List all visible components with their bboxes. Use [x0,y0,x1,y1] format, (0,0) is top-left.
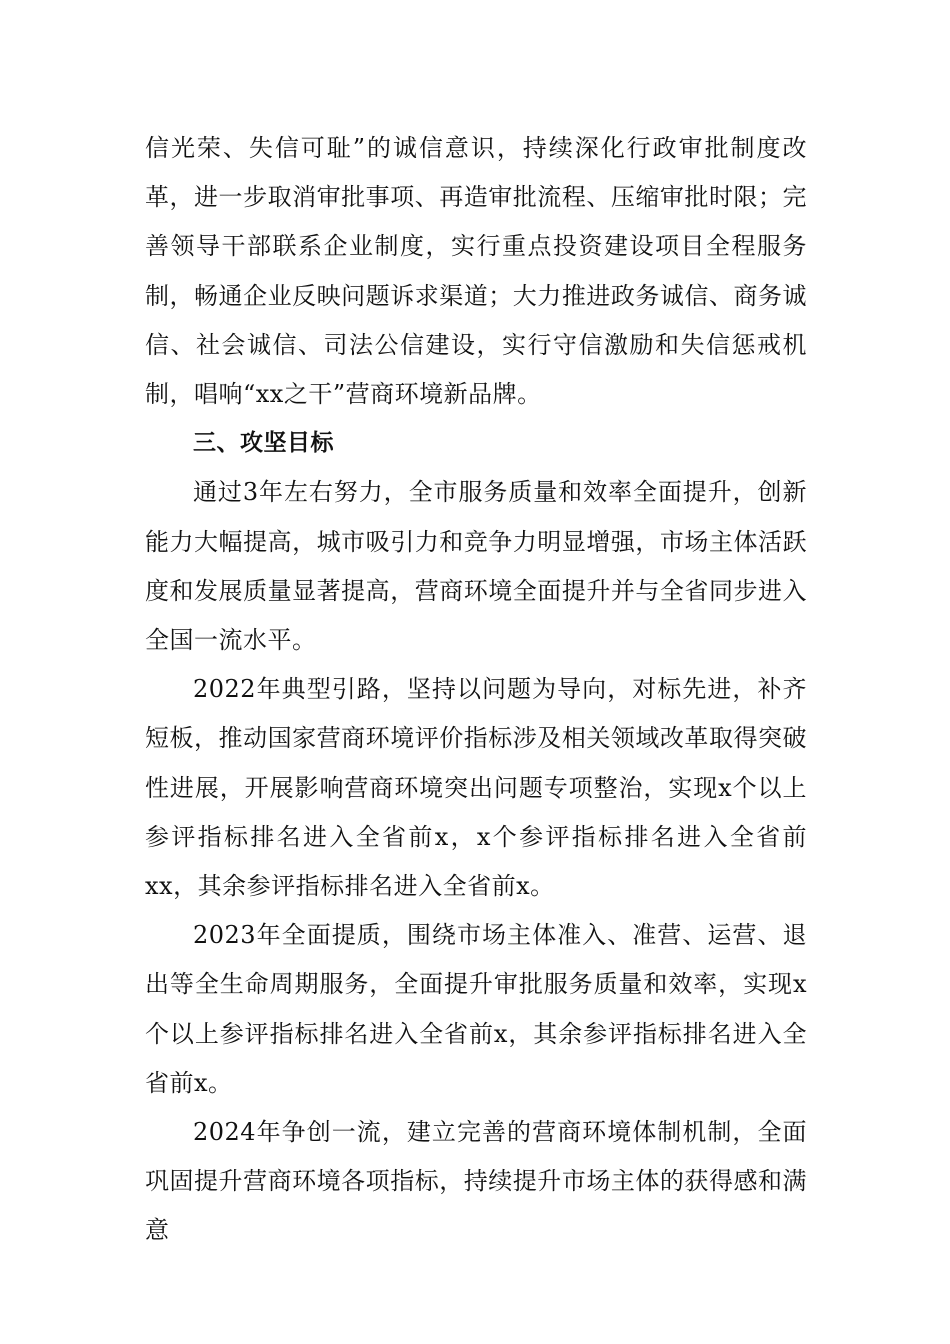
document-body [145,124,807,1256]
paragraph-2023: 2023年全面提质，围绕市场主体准入、准营、运营、退出等全生命周期服务，全面提升审批服务质量和效率，实现x个以上参评指标排名进入全省前x，其余参评指标排名进入全省前x。 [145,921,807,1097]
section-heading: 三、攻坚目标 [193,430,334,457]
paragraph-continued: 信光荣、失信可耻”的诚信意识，持续深化行政审批制度改革，进一步取消审批事项、再造审批流程、压缩审批时限；完善领导干部联系企业制度，实行重点投资建设项目全程服务制，畅通企业反映问题诉求渠道；大力推进政务诚信、商务诚信、社会诚信、司法公信建设，实行守信激励和失信惩戒机制，唱响“xx之干”营商环境新品牌。 [145,134,807,409]
paragraph-goal-overview: 通过3年左右努力，全市服务质量和效率全面提升，创新能力大幅提高，城市吸引力和竞争力明显增强，市场主体活跃度和发展质量显著提高，营商环境全面提升并与全省同步进入全国一流水平。 [145,478,807,655]
paragraph-2022: 2022年典型引路，坚持以问题为导向，对标先进，补齐短板，推动国家营商环境评价指标涉及相关领域改革取得突破性进展，开展影响营商环境突出问题专项整治，实现x个以上参评指标排名进入全省前x，x个参评指标排名进入全省前xx，其余参评指标排名进入全省前x。 [145,675,807,901]
paragraph-2024: 2024年争创一流，建立完善的营商环境体制机制，全面巩固提升营商环境各项指标，持续提升市场主体的获得感和满意 [145,1118,807,1245]
